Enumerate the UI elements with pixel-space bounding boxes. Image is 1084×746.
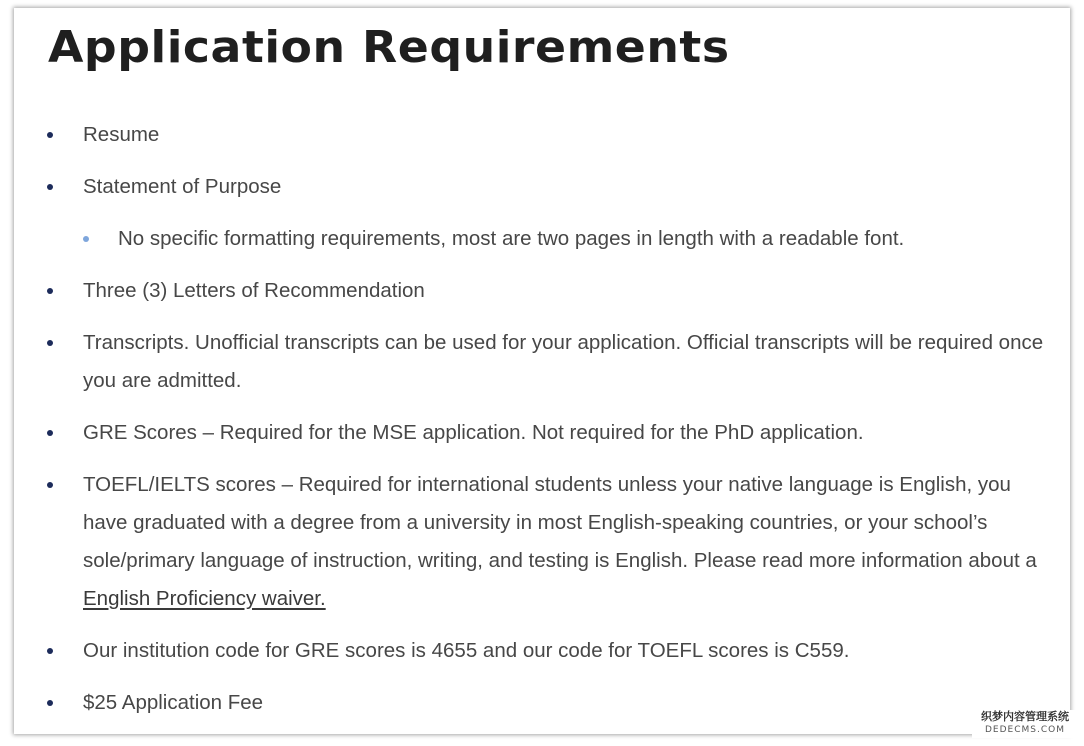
- bullet-icon: [47, 430, 53, 436]
- watermark-en-text: DEDECMS.COM: [985, 725, 1065, 735]
- list-item-statement: [14, 168, 1070, 258]
- bullet-icon: [47, 288, 53, 294]
- bullet-icon: [47, 340, 53, 346]
- gre-text: GRE Scores – Required for the MSE application. Not required for the PhD application.: [83, 421, 864, 444]
- letters-text: Three (3) Letters of Recommendation: [83, 279, 425, 302]
- list-item-codes: [14, 632, 1070, 670]
- bullet-icon: [47, 648, 53, 654]
- page-title: Application Requirements: [48, 22, 730, 73]
- bullet-icon: [47, 132, 53, 138]
- bullet-icon: [47, 184, 53, 190]
- watermark-cn-text: 织梦内容管理系统: [981, 710, 1069, 723]
- bullet-icon: [47, 700, 53, 706]
- statement-note-text: No specific formatting requirements, most are two pages in length with a readable font.: [118, 227, 905, 250]
- list-item-fee: [14, 684, 1070, 722]
- sub-bullet-icon: [83, 236, 89, 242]
- list-item-resume: [14, 116, 1070, 154]
- resume-text: Resume: [83, 123, 160, 146]
- requirements-list: [14, 116, 1070, 736]
- list-item-toefl: [14, 466, 1070, 618]
- watermark: [972, 710, 1078, 738]
- codes-text: Our institution code for GRE scores is 4655 and our code for TOEFL scores is C559.: [83, 639, 850, 662]
- statement-text: Statement of Purpose: [83, 175, 282, 198]
- statement-sublist: [83, 220, 1046, 258]
- toefl-text: TOEFL/IELTS scores – Required for international students unless your native language is English, you have graduated with a degree from a university in most English-speaking countries, or your school’s sole/primary language of instruction, writing, and testing is English. Please read more information about a: [83, 473, 1037, 572]
- fee-text: $25 Application Fee: [83, 691, 264, 714]
- transcripts-text: Transcripts. Unofficial transcripts can be used for your application. Official transcripts will be required once you are admitted.: [83, 331, 1044, 392]
- list-item-gre: [14, 414, 1070, 452]
- content-panel: [14, 8, 1070, 734]
- sub-list-item-formatting: [83, 220, 1046, 258]
- english-proficiency-waiver-link[interactable]: English Proficiency waiver.: [83, 587, 326, 610]
- list-item-transcripts: [14, 324, 1070, 400]
- list-item-letters: [14, 272, 1070, 310]
- bullet-icon: [47, 482, 53, 488]
